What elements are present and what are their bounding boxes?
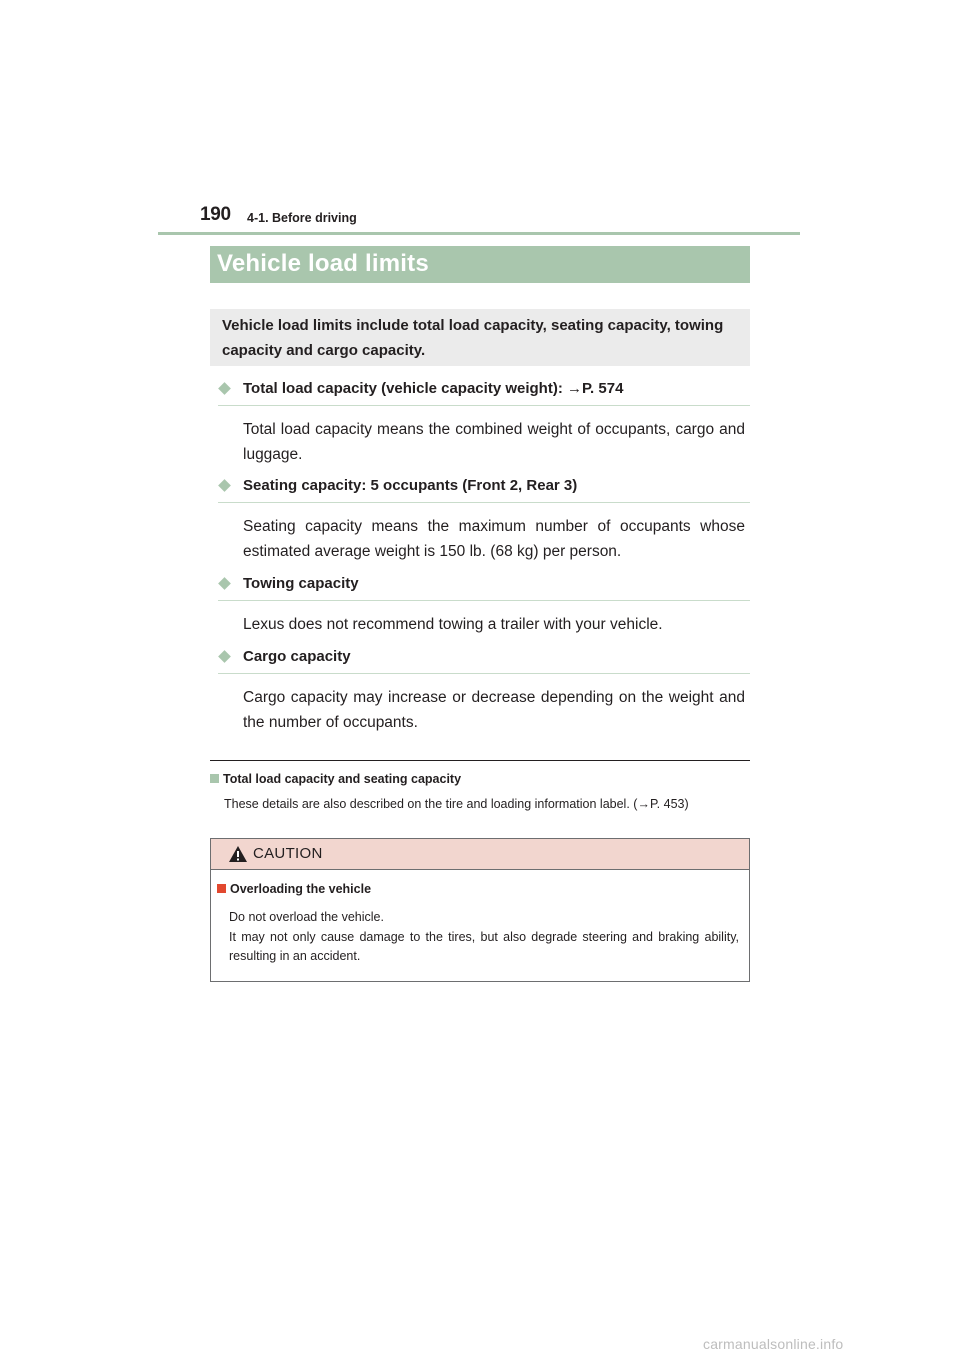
warning-triangle-icon: [228, 845, 248, 863]
item-body: Cargo capacity may increase or decrease depending on the weight and the number of occupants.: [243, 689, 745, 731]
watermark: carmanualsonline.info: [703, 1336, 844, 1352]
diamond-icon: [218, 577, 231, 590]
page-title: Vehicle load limits: [217, 250, 429, 277]
item-heading-text: Seating capacity: 5 occupants (Front 2, Rear 3): [243, 477, 578, 494]
item-body: Seating capacity means the maximum number of occupants whose estimated average weight is 150 lb. (68 kg) per person.: [243, 518, 745, 560]
item-heading-text: Total load capacity (vehicle capacity weight): →P. 574: [243, 380, 624, 397]
item-body: Total load capacity means the combined weight of occupants, cargo and luggage.: [243, 421, 745, 463]
note-body: These details are also described on the tire and loading information label. (→P. 453): [224, 797, 689, 811]
notes-divider: [210, 760, 750, 761]
caution-line: Do not overload the vehicle.: [229, 910, 384, 924]
item-heading: [218, 477, 750, 503]
caution-heading: [217, 882, 371, 896]
page-number: 190: [200, 204, 231, 225]
item-cargo-capacity: [218, 648, 750, 735]
title-bar: [210, 246, 750, 283]
item-heading-text: Cargo capacity: [243, 648, 351, 665]
intro-box: Vehicle load limits include total load capacity, seating capacity, towing capacity and cargo capacity.: [210, 309, 750, 366]
item-heading: [218, 380, 750, 406]
note-heading: [210, 772, 461, 786]
item-body: Lexus does not recommend towing a trailer with your vehicle.: [243, 616, 663, 633]
square-bullet-icon: [210, 774, 219, 783]
caution-title: CAUTION: [253, 845, 323, 862]
caution-body: [229, 908, 739, 967]
diamond-icon: [218, 650, 231, 663]
square-bullet-icon: [217, 884, 226, 893]
item-heading: [218, 648, 750, 674]
caution-header: [211, 839, 749, 870]
diamond-icon: [218, 479, 231, 492]
header-rule: [158, 232, 800, 235]
item-heading: [218, 575, 750, 601]
note-heading-text: Total load capacity and seating capacity: [223, 772, 462, 786]
caution-box: [210, 838, 750, 982]
caution-line: It may not only cause damage to the tires, but also degrade steering and braking ability, resulting in an accident.: [229, 929, 739, 963]
item-total-load-capacity: [218, 380, 750, 467]
item-towing-capacity: [218, 575, 750, 637]
diamond-icon: [218, 382, 231, 395]
item-heading-text: Towing capacity: [243, 575, 359, 592]
caution-heading-text: Overloading the vehicle: [230, 882, 372, 896]
item-seating-capacity: [218, 477, 750, 564]
section-label: 4-1. Before driving: [247, 211, 357, 225]
